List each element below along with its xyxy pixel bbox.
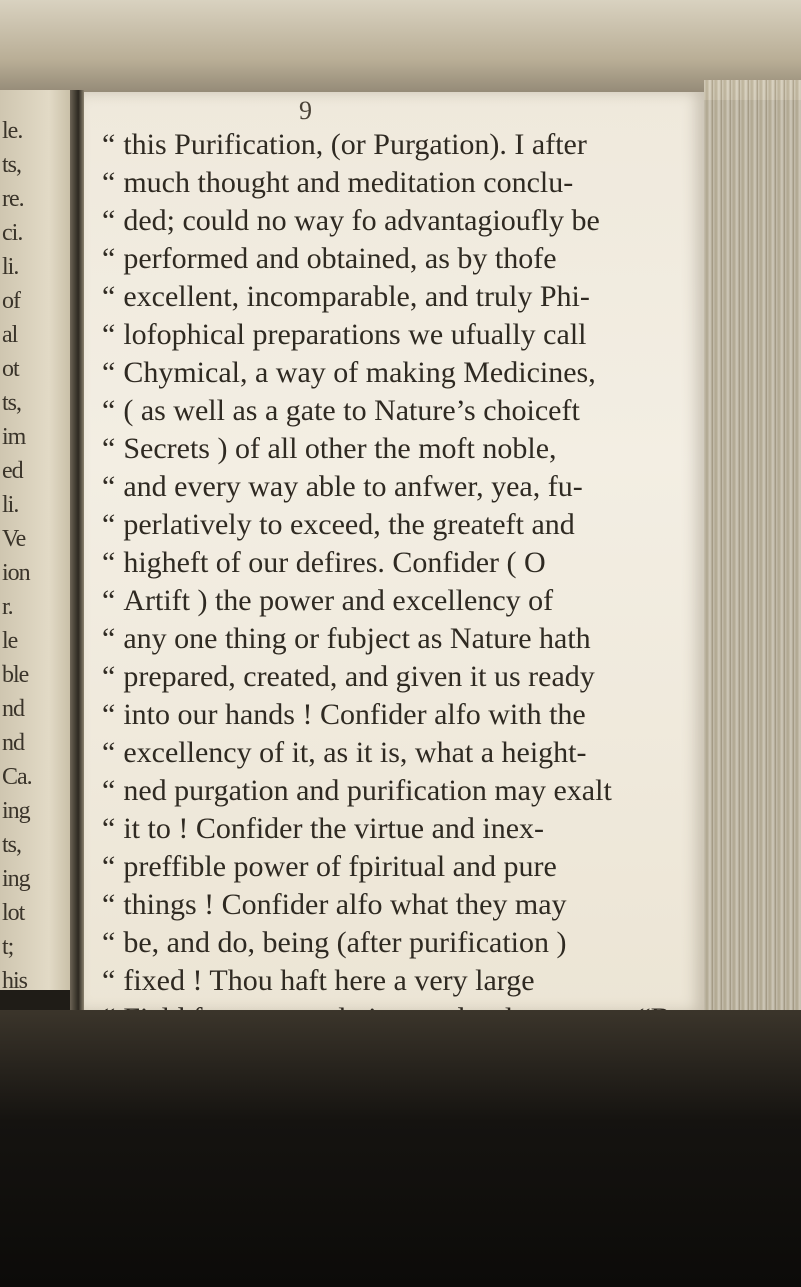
quote-mark: “	[102, 736, 116, 769]
text-line	[102, 240, 702, 278]
quote-mark: “	[102, 204, 116, 237]
line-text: preffible power of fpiritual and pure	[123, 850, 557, 883]
quote-mark: “	[102, 508, 116, 541]
line-text: ned purgation and purification may exalt	[123, 774, 612, 807]
line-text: performed and obtained, as by thofe	[123, 242, 557, 275]
text-line	[102, 696, 702, 734]
facing-page-fragment: his	[2, 968, 28, 990]
text-line	[102, 772, 702, 810]
scan-bottom-shadow	[0, 1010, 801, 1287]
quote-mark: “	[102, 698, 116, 731]
text-line	[102, 810, 702, 848]
quote-mark: “	[102, 280, 116, 313]
book-page	[84, 92, 704, 1012]
quote-mark: “	[102, 584, 116, 617]
quote-mark: “	[102, 546, 116, 579]
facing-page-fragment: ing	[2, 798, 30, 824]
quote-mark: “	[102, 166, 116, 199]
line-text: perlatively to exceed, the greateft and	[123, 508, 575, 541]
facing-page-fragment: t;	[2, 934, 14, 960]
text-line	[102, 506, 702, 544]
line-text: Chymical, a way of making Medicines,	[123, 356, 596, 389]
facing-page-fragment: ble	[2, 662, 29, 688]
text-line	[102, 924, 702, 962]
facing-page-fragment: of	[2, 288, 20, 314]
quote-mark: “	[102, 356, 116, 389]
facing-page-fragment: li.	[2, 254, 19, 280]
facing-page-fragment: ot	[2, 356, 19, 382]
book-gutter	[70, 90, 84, 1010]
facing-page-fragment: ing	[2, 866, 30, 892]
facing-page-fragment: im	[2, 424, 26, 450]
facing-page-fragment: le	[2, 628, 18, 654]
line-text: much thought and meditation conclu-	[123, 166, 574, 199]
quote-mark: “	[102, 774, 116, 807]
line-text: higheft of our defires. Confider ( O	[123, 546, 546, 579]
quote-mark: “	[102, 850, 116, 883]
facing-page-fragment: Ca.	[2, 764, 32, 790]
text-line	[102, 392, 702, 430]
text-line	[102, 126, 702, 164]
quote-mark: “	[102, 964, 116, 997]
facing-page-fragment: r.	[2, 594, 13, 620]
quote-mark: “	[102, 622, 116, 655]
text-line	[102, 848, 702, 886]
quote-mark: “	[102, 812, 116, 845]
text-line	[102, 734, 702, 772]
facing-page-fragment: al	[2, 322, 18, 348]
line-text: this Purification, (or Purgation). I after	[123, 128, 587, 161]
quote-mark: “	[102, 432, 116, 465]
body-text	[102, 126, 702, 1152]
text-line	[102, 658, 702, 696]
facing-page-fragment: Ve	[2, 526, 26, 552]
text-line	[102, 468, 702, 506]
text-line	[102, 278, 702, 316]
facing-page-edge	[0, 90, 70, 990]
line-text: into our hands ! Confider alfo with the	[123, 698, 586, 731]
quote-mark: “	[102, 926, 116, 959]
text-line	[102, 620, 702, 658]
line-text: prepared, created, and given it us ready	[123, 660, 595, 693]
line-text: any one thing or fubject as Nature hath	[123, 622, 591, 655]
quote-mark: “	[102, 470, 116, 503]
scan-top-background	[0, 0, 801, 100]
text-line	[102, 962, 702, 1000]
quote-mark: “	[102, 128, 116, 161]
line-text: excellent, incomparable, and truly Phi-	[123, 280, 590, 313]
quote-mark: “	[102, 242, 116, 275]
facing-page-fragment: nd	[2, 696, 24, 722]
text-line	[102, 316, 702, 354]
line-text: things ! Confider alfo what they may	[123, 888, 567, 921]
facing-page-fragment: re.	[2, 186, 24, 212]
line-text: Secrets ) of all other the moft noble,	[123, 432, 557, 465]
page-stack-edge	[704, 80, 801, 1040]
text-line	[102, 202, 702, 240]
facing-page-fragment: le.	[2, 118, 23, 144]
facing-page-fragment: ts,	[2, 152, 22, 178]
facing-page-fragment: ed	[2, 458, 23, 484]
quote-mark: “	[102, 660, 116, 693]
page-number: 9	[299, 96, 312, 125]
facing-page-fragment: ci.	[2, 220, 23, 246]
line-text: excellency of it, as it is, what a height-	[123, 736, 587, 769]
facing-page-fragment: ts,	[2, 390, 22, 416]
text-line	[102, 544, 702, 582]
line-text: Artift ) the power and excellency of	[123, 584, 554, 617]
text-line	[102, 430, 702, 468]
line-text: ded; could no way fo advantagioufly be	[123, 204, 600, 237]
line-text: lofophical preparations we ufually call	[123, 318, 587, 351]
line-text: and every way able to anfwer, yea, fu-	[123, 470, 583, 503]
quote-mark: “	[102, 888, 116, 921]
text-line	[102, 582, 702, 620]
text-line	[102, 164, 702, 202]
line-text: be, and do, being (after purification )	[123, 926, 567, 959]
text-line	[102, 886, 702, 924]
facing-page-fragment: lot	[2, 900, 25, 926]
line-text: it to ! Confider the virtue and inex-	[123, 812, 545, 845]
facing-page-fragment: li.	[2, 492, 19, 518]
facing-page-fragment: ts,	[2, 832, 22, 858]
facing-page-fragment: nd	[2, 730, 24, 756]
facing-page-fragment: ion	[2, 560, 30, 586]
text-line	[102, 354, 702, 392]
line-text: fixed ! Thou haft here a very large	[123, 964, 535, 997]
quote-mark: “	[102, 394, 116, 427]
line-text: ( as well as a gate to Nature’s choiceft	[123, 394, 580, 427]
quote-mark: “	[102, 318, 116, 351]
